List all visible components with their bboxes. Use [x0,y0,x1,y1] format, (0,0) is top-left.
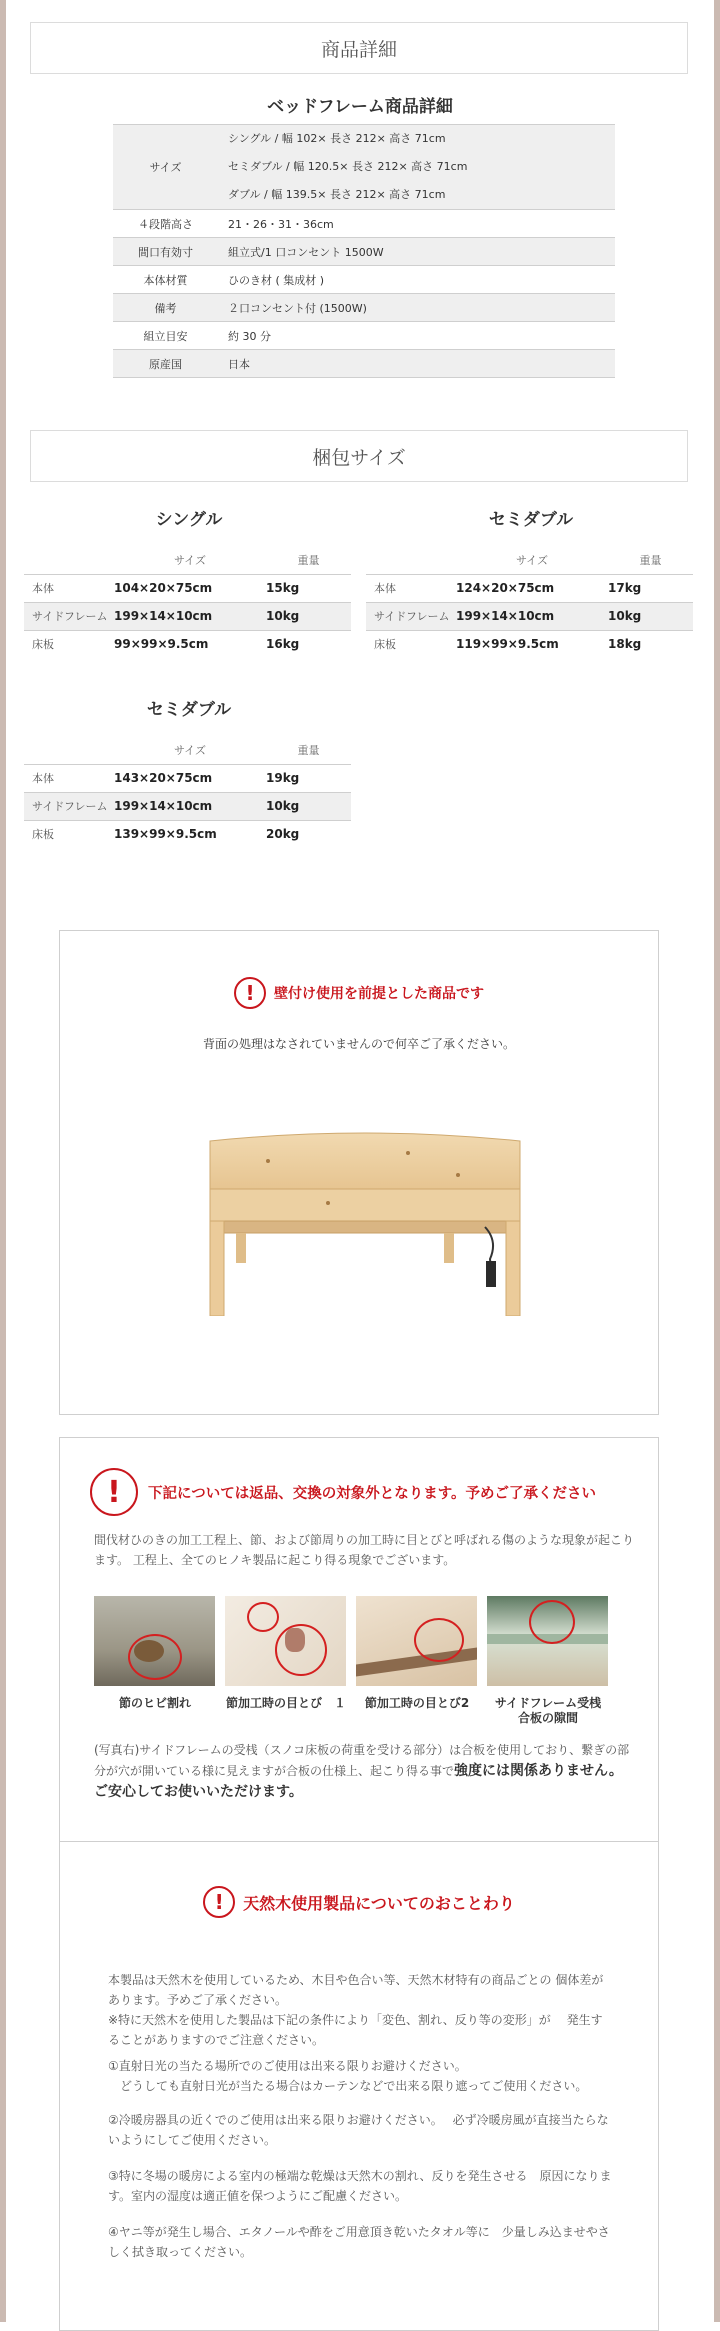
spec-label: 備考 [113,294,218,322]
notice-wall-use [59,930,659,1415]
spec-row-notes [113,294,615,322]
size-single: シングル / 幅 102× 長さ 212× 高さ 71cm [228,132,446,145]
part-weight: 19kg [266,764,351,792]
spec-value [218,125,615,210]
spec-row-material [113,266,615,294]
photo-caption: 節加工時の目とび １ [225,1696,346,1710]
part-name: サイドフレーム [24,602,114,630]
packing-table-single [24,546,351,658]
notice-paragraph: ①直射日光の当たる場所でのご使用は出来る限りお避けください。 どうしても直射日光が当たる場合はカーテンなどで出来る限り遮ってご使用ください。 [108,2059,588,2093]
spec-row-height [113,210,615,238]
part-weight: 10kg [266,602,351,630]
part-size: 99×99×9.5cm [114,637,209,652]
part-size: 143×20×75cm [114,764,266,792]
table-row [24,820,351,848]
photo-caption: 節加工時の目とび2 [364,1696,470,1710]
part-weight: 10kg [266,792,351,820]
notice-text: 間伐材ひのきの加工工程上、節、および節周りの加工時に目とびと呼ばれる傷のような現象が起こります。 工程上、全てのヒノキ製品に起こり得る現象でございます。 [94,1533,635,1567]
col-size-header: サイズ [114,546,266,574]
page-frame-left [0,0,6,2322]
packing-table-semidouble [366,546,693,658]
part-name: 床板 [374,638,396,652]
section-title: 商品詳細 [320,38,397,61]
notice-heading-row [90,1468,596,1516]
part-size: 124×20×75cm [456,574,608,602]
notice-exclusions [59,1437,659,1842]
spec-label: 本体材質 [113,266,218,294]
packing-title-semidouble: セミダブル [488,510,574,530]
section-header-product-details [30,22,688,74]
notice-natural-wood [59,1841,659,2331]
spec-value: 約 30 分 [218,322,615,350]
page-frame-right [714,0,720,2322]
part-weight: 17kg [608,574,693,602]
bed-headboard-image [208,1131,522,1316]
spec-row-opening [113,238,615,266]
spec-value: 日本 [218,350,615,378]
notice-heading: 天然木使用製品についてのおことわり [243,1893,515,1913]
table-row [24,792,351,820]
footnote-normal: (写真右)サイドフレームの受桟（スノコ床板の荷重を受ける部分）は合板を使用しており、繋ぎの部分が穴が開いている様に見えますが合板の仕様上、起こり得る事で [94,1743,630,1778]
notice-heading: 下記については返品、交換の対象外となります。予めご了承ください [148,1485,597,1502]
part-weight: 10kg [608,602,693,630]
spec-value: ２口コンセント付 (1500W) [218,294,615,322]
photo-chip-2 [356,1596,477,1686]
part-size: 104×20×75cm [114,574,266,602]
table-row [24,630,351,658]
notice-paragraph: 本製品は天然木を使用しているため、木目や色合い等、天然木材特有の商品ごとの 個体差があります。予めご了承ください。 ※特に天然木を使用した製品は下記の条件により「変色、割れ、反り等の変形」が 発生することがありますのでご注意ください。 [108,1973,604,2047]
spec-label: 組立目安 [113,322,218,350]
col-size-header: サイズ [114,736,266,764]
spec-table-title: ベッドフレーム商品詳細 [267,97,453,117]
spec-value: ひのき材 ( 集成材 ) [218,266,615,294]
spec-table [113,124,615,378]
part-name: 本体 [366,574,456,602]
spec-label: ４段階高さ [113,210,218,238]
part-weight: 18kg [608,637,642,652]
part-name: 床板 [32,828,54,842]
notice-heading-row [60,1886,658,1918]
spec-row-assembly [113,322,615,350]
part-name: サイドフレーム [24,792,114,820]
spec-value: 組立式/1 口コンセント 1500W [218,238,615,266]
notice-heading: 壁付け使用を前提とした商品です [274,986,484,1002]
exclamation-icon: ! [90,1468,138,1516]
photo-knot-crack [94,1596,215,1686]
col-weight-header: 重量 [266,736,351,764]
part-size: 119×99×9.5cm [456,637,559,652]
exclamation-icon: ! [203,1886,235,1918]
table-row [24,602,351,630]
spec-row-size [113,125,615,210]
col-size-header: サイズ [456,546,608,574]
table-row [366,602,693,630]
part-weight: 15kg [266,574,351,602]
notice-paragraph: ④ヤニ等が発生し場合、エタノールや酢をご用意頂き乾いたタオル等に 少量しみ込ませやさしく拭き取ってください。 [108,2225,610,2259]
notice-paragraph: ③特に冬場の暖房による室内の極端な乾燥は天然木の割れ、反りを発生させる 原因になります。室内の湿度は適正値を保つようにご配慮ください。 [108,2169,612,2203]
photo-caption: 節のヒビ割れ [118,1696,191,1710]
table-row [24,574,351,602]
part-weight: 20kg [266,827,300,842]
spec-label: 間口有効寸 [113,238,218,266]
spec-label: 原産国 [113,350,218,378]
photo-caption: サイドフレーム受桟 合板の隙間 [494,1696,602,1725]
section-title: 梱包サイズ [312,446,406,469]
spec-row-origin [113,350,615,378]
notice-heading-row [60,977,658,1009]
photo-side-frame-gap [487,1596,608,1686]
col-empty [366,546,456,574]
table-row [24,764,351,792]
part-weight: 16kg [266,637,300,652]
spec-value: 21・26・31・36cm [218,210,615,238]
exclamation-icon: ! [234,977,266,1009]
col-weight-header: 重量 [266,546,351,574]
part-size: 199×14×10cm [114,602,266,630]
part-name: 本体 [24,574,114,602]
col-empty [24,546,114,574]
notice-paragraph: ②冷暖房器具の近くでのご使用は出来る限りお避けください。 必ず冷暖房風が直接当たらないようにしてご使用ください。 [108,2113,609,2147]
size-double: ダブル / 幅 139.5× 長さ 212× 高さ 71cm [228,188,446,201]
size-semidouble: セミダブル / 幅 120.5× 長さ 212× 高さ 71cm [228,160,468,173]
part-name: 床板 [32,638,54,652]
packing-title-double: セミダブル [146,700,232,720]
col-weight-header: 重量 [608,546,693,574]
part-size: 199×14×10cm [114,792,266,820]
notice-footnote [94,1740,634,1803]
packing-table-double [24,736,351,848]
packing-title-single: シングル [155,510,223,530]
table-row [366,574,693,602]
table-row [366,630,693,658]
spec-label: サイズ [113,125,218,210]
photo-chip-1 [225,1596,346,1686]
notice-text: 背面の処理はなされていませんので何卒ご了承ください。 [202,1037,515,1051]
part-size: 139×99×9.5cm [114,827,217,842]
part-size: 199×14×10cm [456,602,608,630]
part-name: サイドフレーム [366,602,456,630]
col-empty [24,736,114,764]
footnote-bold: 強度には関係ありません。ご安心してお使いいただけます。 [94,1763,623,1800]
section-header-packing-size [30,430,688,482]
part-name: 本体 [24,764,114,792]
